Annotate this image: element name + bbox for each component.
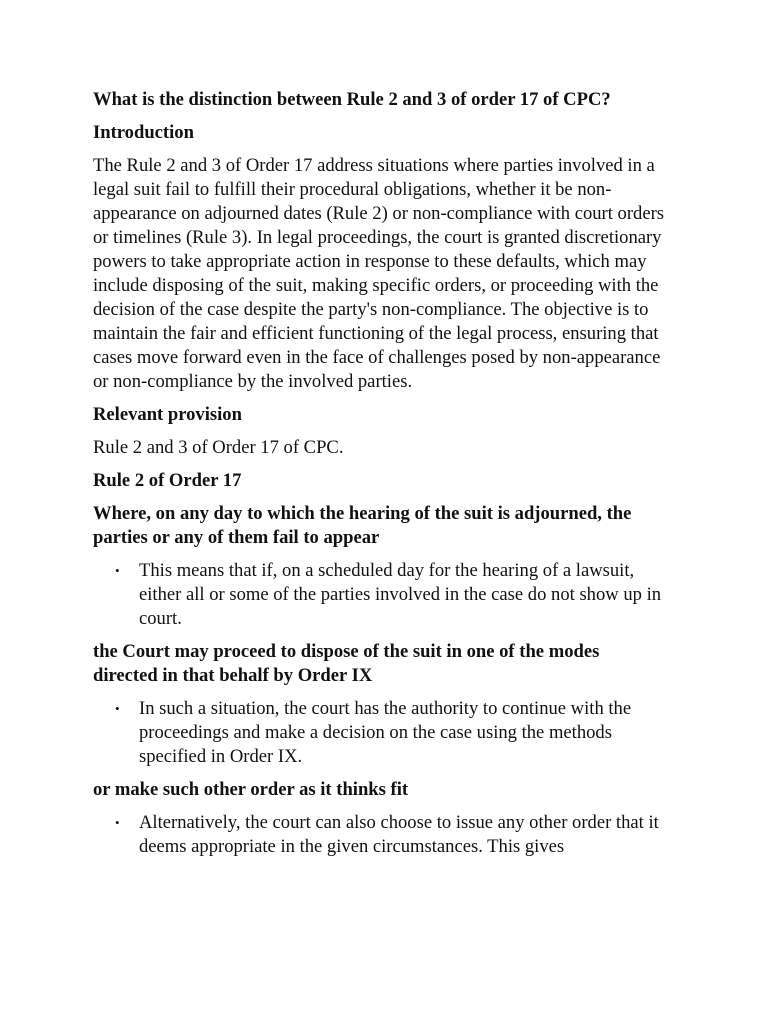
list-item [93, 697, 669, 769]
list-item [93, 559, 669, 631]
list-item [93, 811, 669, 859]
bullet-text: In such a situation, the court has the authority to continue with the proceedings and make a decision on the case using the methods specified in Order IX. [139, 698, 632, 767]
bullet-text: Alternatively, the court can also choose to issue any other order that it deems appropriate in the given circumstances. This gives [139, 812, 659, 857]
bullet-text: This means that if, on a scheduled day for the hearing of a lawsuit, either all or some of the parties involved in the case do not show up in court. [139, 560, 662, 629]
bullet-list-2 [93, 697, 708, 769]
introduction-heading: Introduction [93, 122, 194, 143]
page-title: What is the distinction between Rule 2 and 3 of order 17 of CPC? [93, 89, 611, 110]
rule-quote-1: Where, on any day to which the hearing of the suit is adjourned, the parties or any of them fail to appear [93, 503, 632, 548]
bullet-icon: • [115, 701, 120, 716]
bullet-icon: • [115, 815, 120, 830]
bullet-list-1 [93, 559, 708, 631]
introduction-paragraph: The Rule 2 and 3 of Order 17 address situations where parties involved in a legal suit fail to fulfill their procedural obligations, whether it be non-appearance on adjourned dates (Rule 2) or non-compliance with court orders or timelines (Rule 3). In legal proceedings, the court is granted discretionary powers to take appropriate action in response to these defaults, which may include disposing of the suit, making specific orders, or proceeding with the decision of the case despite the party's non-compliance. The objective is to maintain the fair and efficient functioning of the legal process, ensuring that cases move forward even in the face of challenges posed by non-appearance or non-compliance by the involved parties. [93, 155, 665, 392]
bullet-icon: • [115, 563, 120, 578]
rule-quote-3: or make such other order as it thinks fit [93, 779, 409, 800]
rule-quote-2: the Court may proceed to dispose of the suit in one of the modes directed in that behalf by Order IX [93, 641, 600, 686]
rule-2-heading: Rule 2 of Order 17 [93, 470, 242, 491]
relevant-provision-heading: Relevant provision [93, 404, 242, 425]
bullet-list-3 [93, 811, 708, 859]
relevant-provision-text: Rule 2 and 3 of Order 17 of CPC. [93, 437, 344, 458]
